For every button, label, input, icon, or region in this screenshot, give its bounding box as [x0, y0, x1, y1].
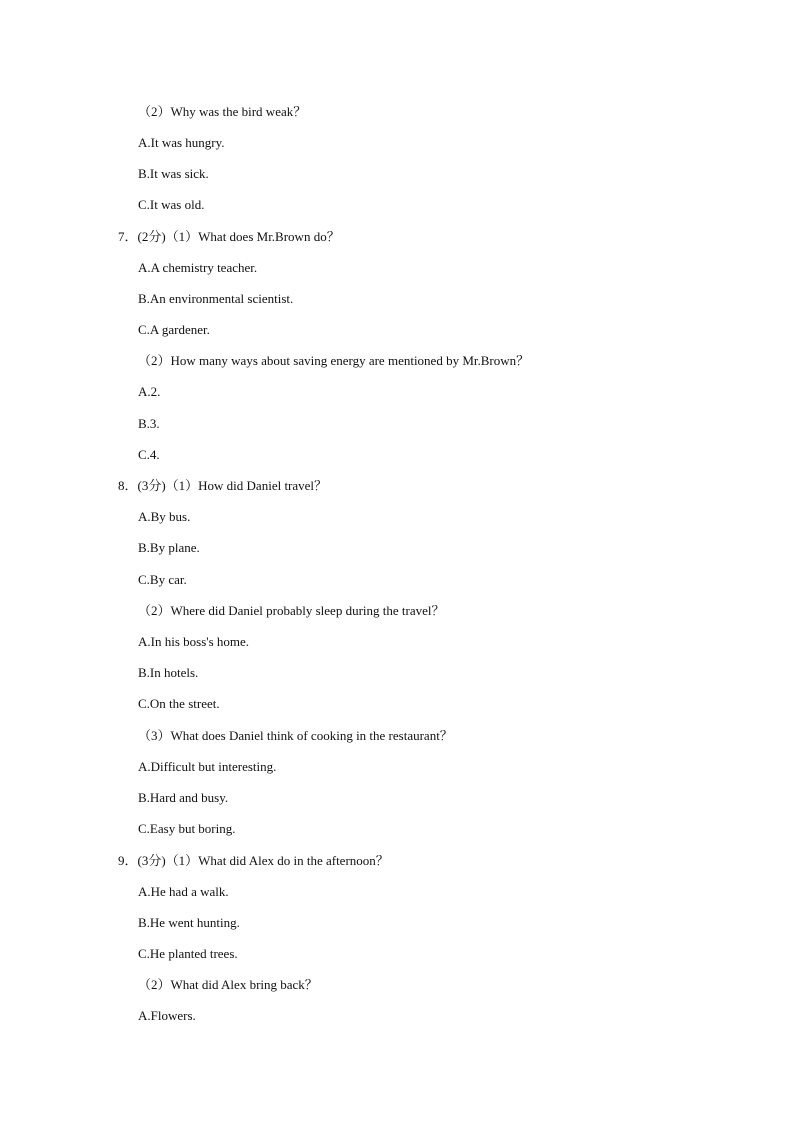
answer-option: C.Easy but boring.: [138, 821, 236, 836]
answer-option: A.2.: [138, 384, 161, 399]
sub-question: （3）What does Daniel think of cooking in the restaurant？: [138, 728, 453, 743]
answer-option: A.He had a walk.: [138, 884, 229, 899]
answer-option: B.By plane.: [138, 540, 200, 555]
answer-option: B.3.: [138, 416, 160, 431]
question-heading: 9．(3分)（1）What did Alex do in the afternoon？: [118, 853, 389, 868]
answer-option: B.It was sick.: [138, 166, 209, 181]
sub-question: （2）What did Alex bring back？: [138, 977, 318, 992]
answer-option: C.On the street.: [138, 696, 220, 711]
sub-question: （2）Where did Daniel probably sleep during the travel？: [138, 603, 445, 618]
question-heading: 7．(2分)（1）What does Mr.Brown do？: [118, 229, 340, 244]
answer-option: A.Flowers.: [138, 1008, 196, 1023]
sub-question: （2）Why was the bird weak？: [138, 104, 307, 119]
answer-option: A.A chemistry teacher.: [138, 260, 258, 275]
answer-option: A.By bus.: [138, 509, 191, 524]
answer-option: A.In his boss's home.: [138, 634, 250, 649]
answer-option: B.An environmental scientist.: [138, 291, 294, 306]
answer-option: A.Difficult but interesting.: [138, 759, 277, 774]
sub-question: （2）How many ways about saving energy are mentioned by Mr.Brown？: [138, 353, 530, 368]
answer-option: C.He planted trees.: [138, 946, 238, 961]
answer-option: C.4.: [138, 447, 160, 462]
question-heading: 8．(3分)（1）How did Daniel travel？: [118, 478, 328, 493]
answer-option: A.It was hungry.: [138, 135, 225, 150]
answer-option: C.A gardener.: [138, 322, 210, 337]
answer-option: B.Hard and busy.: [138, 790, 229, 805]
answer-option: B.In hotels.: [138, 665, 199, 680]
answer-option: C.By car.: [138, 572, 187, 587]
answer-option: B.He went hunting.: [138, 915, 240, 930]
answer-option: C.It was old.: [138, 197, 205, 212]
